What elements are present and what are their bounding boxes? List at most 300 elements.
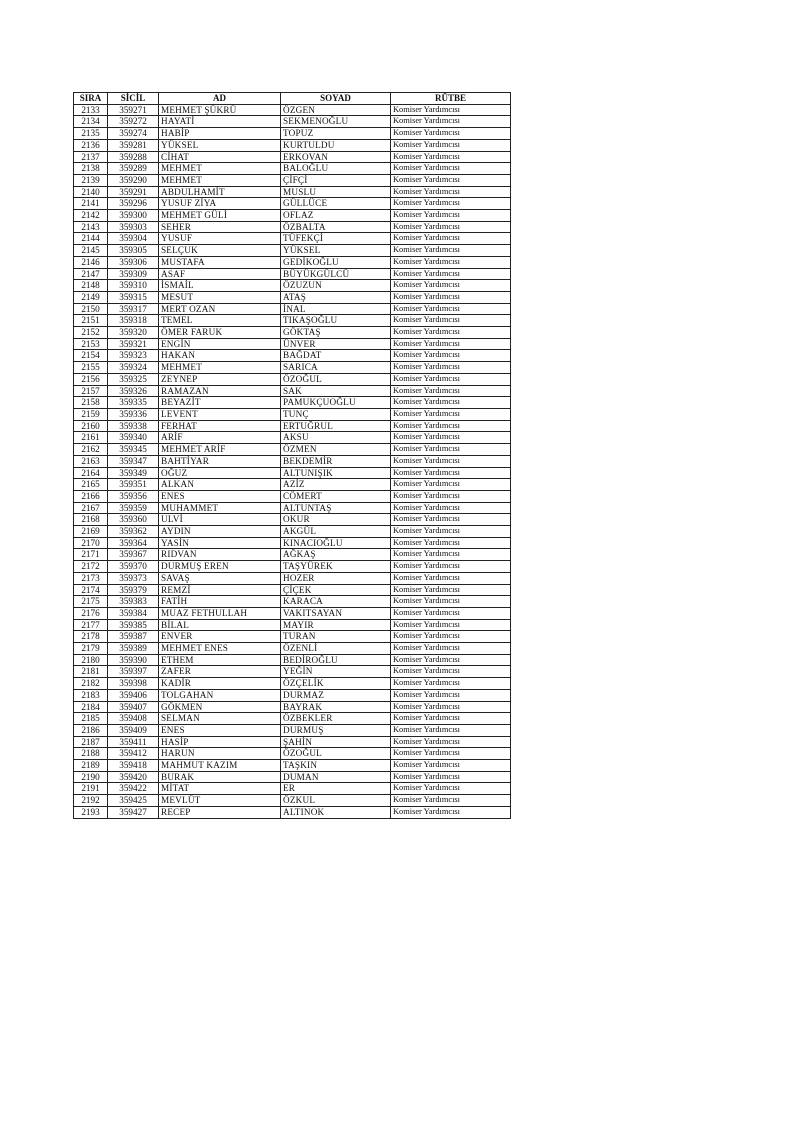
cell-sicil: 359306 — [108, 256, 159, 268]
cell-soyad: OFLAZ — [281, 210, 391, 222]
cell-sira: 2173 — [74, 572, 108, 584]
cell-sicil: 359412 — [108, 748, 159, 760]
cell-sicil: 359398 — [108, 678, 159, 690]
cell-sicil: 359271 — [108, 104, 159, 116]
cell-soyad: CÖMERT — [281, 490, 391, 502]
cell-soyad: ATAŞ — [281, 291, 391, 303]
cell-sira: 2190 — [74, 771, 108, 783]
cell-soyad: ÖZOĞUL — [281, 373, 391, 385]
table-row — [74, 584, 511, 596]
cell-rutbe: Komiser Yardımcısı — [391, 736, 511, 748]
cell-sira: 2182 — [74, 678, 108, 690]
cell-sicil: 359325 — [108, 373, 159, 385]
cell-sira: 2184 — [74, 701, 108, 713]
cell-sicil: 359318 — [108, 315, 159, 327]
cell-rutbe: Komiser Yardımcısı — [391, 724, 511, 736]
cell-rutbe: Komiser Yardımcısı — [391, 479, 511, 491]
cell-sira: 2188 — [74, 748, 108, 760]
table-row — [74, 678, 511, 690]
table-row — [74, 338, 511, 350]
cell-sira: 2178 — [74, 631, 108, 643]
cell-sira: 2186 — [74, 724, 108, 736]
cell-sicil: 359387 — [108, 631, 159, 643]
cell-sicil: 359340 — [108, 432, 159, 444]
cell-rutbe: Komiser Yardımcısı — [391, 654, 511, 666]
cell-soyad: TOPUZ — [281, 128, 391, 140]
cell-soyad: ÜNVER — [281, 338, 391, 350]
cell-ad: LEVENT — [159, 408, 281, 420]
cell-rutbe: Komiser Yardımcısı — [391, 362, 511, 374]
cell-rutbe: Komiser Yardımcısı — [391, 537, 511, 549]
cell-soyad: MAYIR — [281, 619, 391, 631]
header-soyad: SOYAD — [281, 93, 391, 105]
cell-rutbe: Komiser Yardımcısı — [391, 643, 511, 655]
cell-soyad: GEDİKOĞLU — [281, 256, 391, 268]
table-row — [74, 245, 511, 257]
cell-soyad: ÖZUZUN — [281, 280, 391, 292]
table-row — [74, 689, 511, 701]
cell-sira: 2172 — [74, 561, 108, 573]
table-row — [74, 724, 511, 736]
cell-ad: ULVİ — [159, 514, 281, 526]
cell-soyad: ÖZBEKLER — [281, 713, 391, 725]
cell-sira: 2145 — [74, 245, 108, 257]
cell-ad: AYDIN — [159, 526, 281, 538]
cell-sicil: 359409 — [108, 724, 159, 736]
cell-sira: 2138 — [74, 163, 108, 175]
cell-sira: 2142 — [74, 210, 108, 222]
cell-soyad: TAŞKIN — [281, 760, 391, 772]
cell-sicil: 359406 — [108, 689, 159, 701]
cell-rutbe: Komiser Yardımcısı — [391, 432, 511, 444]
table-row — [74, 795, 511, 807]
cell-sicil: 359272 — [108, 116, 159, 128]
table-row — [74, 104, 511, 116]
cell-ad: MİTAT — [159, 783, 281, 795]
cell-soyad: ALTUNTAŞ — [281, 502, 391, 514]
cell-rutbe: Komiser Yardımcısı — [391, 245, 511, 257]
cell-soyad: ERTUĞRUL — [281, 420, 391, 432]
cell-sicil: 359384 — [108, 607, 159, 619]
cell-sicil: 359338 — [108, 420, 159, 432]
cell-sicil: 359323 — [108, 350, 159, 362]
cell-rutbe: Komiser Yardımcısı — [391, 795, 511, 807]
cell-sira: 2168 — [74, 514, 108, 526]
cell-soyad: ALTUNIŞIK — [281, 467, 391, 479]
cell-sira: 2179 — [74, 643, 108, 655]
cell-ad: REMZİ — [159, 584, 281, 596]
table-row — [74, 467, 511, 479]
cell-sicil: 359290 — [108, 174, 159, 186]
cell-ad: GÖKMEN — [159, 701, 281, 713]
cell-sira: 2143 — [74, 221, 108, 233]
cell-sicil: 359360 — [108, 514, 159, 526]
cell-soyad: TURAN — [281, 631, 391, 643]
cell-rutbe: Komiser Yardımcısı — [391, 619, 511, 631]
cell-ad: HABİP — [159, 128, 281, 140]
cell-sicil: 359291 — [108, 186, 159, 198]
cell-soyad: BAYRAK — [281, 701, 391, 713]
cell-soyad: ÇİÇEK — [281, 584, 391, 596]
cell-ad: YASİN — [159, 537, 281, 549]
cell-rutbe: Komiser Yardımcısı — [391, 408, 511, 420]
cell-soyad: ÖZENLİ — [281, 643, 391, 655]
cell-ad: RAMAZAN — [159, 385, 281, 397]
cell-soyad: GÖKTAŞ — [281, 327, 391, 339]
cell-sira: 2139 — [74, 174, 108, 186]
cell-rutbe: Komiser Yardımcısı — [391, 783, 511, 795]
cell-sira: 2187 — [74, 736, 108, 748]
cell-rutbe: Komiser Yardımcısı — [391, 420, 511, 432]
cell-rutbe: Komiser Yardımcısı — [391, 467, 511, 479]
cell-sicil: 359324 — [108, 362, 159, 374]
cell-ad: DURMUŞ EREN — [159, 561, 281, 573]
cell-ad: HASİP — [159, 736, 281, 748]
cell-sira: 2137 — [74, 151, 108, 163]
cell-soyad: TIKAŞOĞLU — [281, 315, 391, 327]
cell-ad: FATİH — [159, 596, 281, 608]
cell-ad: OĞUZ — [159, 467, 281, 479]
table-row — [74, 186, 511, 198]
cell-ad: ALKAN — [159, 479, 281, 491]
cell-soyad: ÖZÇELİK — [281, 678, 391, 690]
cell-rutbe: Komiser Yardımcısı — [391, 174, 511, 186]
cell-rutbe: Komiser Yardımcısı — [391, 502, 511, 514]
cell-soyad: VAKITSAYAN — [281, 607, 391, 619]
cell-soyad: İNAL — [281, 303, 391, 315]
cell-sicil: 359427 — [108, 806, 159, 818]
cell-ad: SELÇUK — [159, 245, 281, 257]
cell-ad: ÖMER FARUK — [159, 327, 281, 339]
table-row — [74, 151, 511, 163]
cell-sira: 2150 — [74, 303, 108, 315]
cell-soyad: ÇİFÇİ — [281, 174, 391, 186]
cell-sira: 2163 — [74, 455, 108, 467]
cell-rutbe: Komiser Yardımcısı — [391, 303, 511, 315]
cell-sira: 2136 — [74, 139, 108, 151]
table-row — [74, 806, 511, 818]
cell-soyad: HOZER — [281, 572, 391, 584]
cell-sicil: 359408 — [108, 713, 159, 725]
cell-soyad: YEĞİN — [281, 666, 391, 678]
cell-ad: MESUT — [159, 291, 281, 303]
cell-rutbe: Komiser Yardımcısı — [391, 444, 511, 456]
cell-rutbe: Komiser Yardımcısı — [391, 397, 511, 409]
cell-ad: MUSTAFA — [159, 256, 281, 268]
header-sicil: SİCİL — [108, 93, 159, 105]
cell-sira: 2134 — [74, 116, 108, 128]
cell-soyad: SAK — [281, 385, 391, 397]
table-row — [74, 736, 511, 748]
cell-ad: BURAK — [159, 771, 281, 783]
cell-soyad: KARACA — [281, 596, 391, 608]
cell-soyad: SEKMENOĞLU — [281, 116, 391, 128]
cell-ad: MEHMET — [159, 174, 281, 186]
cell-sira: 2144 — [74, 233, 108, 245]
cell-ad: RECEP — [159, 806, 281, 818]
table-row — [74, 643, 511, 655]
cell-sira: 2153 — [74, 338, 108, 350]
cell-ad: MEHMET ŞÜKRÜ — [159, 104, 281, 116]
cell-soyad: PAMUKÇUOĞLU — [281, 397, 391, 409]
cell-soyad: DUMAN — [281, 771, 391, 783]
cell-sira: 2183 — [74, 689, 108, 701]
cell-ad: MUHAMMET — [159, 502, 281, 514]
cell-sira: 2154 — [74, 350, 108, 362]
cell-ad: MEHMET ARİF — [159, 444, 281, 456]
cell-sira: 2147 — [74, 268, 108, 280]
cell-soyad: DURMUŞ — [281, 724, 391, 736]
cell-sicil: 359274 — [108, 128, 159, 140]
table-row — [74, 490, 511, 502]
cell-soyad: ÖZGEN — [281, 104, 391, 116]
cell-rutbe: Komiser Yardımcısı — [391, 596, 511, 608]
table-row — [74, 315, 511, 327]
cell-soyad: TUNÇ — [281, 408, 391, 420]
cell-sicil: 359356 — [108, 490, 159, 502]
cell-sira: 2174 — [74, 584, 108, 596]
cell-sira: 2135 — [74, 128, 108, 140]
cell-soyad: ŞAHİN — [281, 736, 391, 748]
table-row — [74, 561, 511, 573]
cell-sira: 2158 — [74, 397, 108, 409]
cell-sicil: 359296 — [108, 198, 159, 210]
cell-ad: SAVAŞ — [159, 572, 281, 584]
cell-sira: 2166 — [74, 490, 108, 502]
cell-sira: 2180 — [74, 654, 108, 666]
cell-ad: TEMEL — [159, 315, 281, 327]
table-header — [74, 93, 511, 105]
cell-soyad: AKSU — [281, 432, 391, 444]
cell-ad: YÜKSEL — [159, 139, 281, 151]
cell-soyad: MUSLU — [281, 186, 391, 198]
cell-sira: 2141 — [74, 198, 108, 210]
cell-soyad: TÜFEKÇİ — [281, 233, 391, 245]
cell-soyad: BÜYÜKGÜLCÜ — [281, 268, 391, 280]
cell-sicil: 359317 — [108, 303, 159, 315]
table-row — [74, 420, 511, 432]
table-row — [74, 444, 511, 456]
cell-soyad: AĞKAŞ — [281, 549, 391, 561]
cell-soyad: ER — [281, 783, 391, 795]
table-body — [74, 104, 511, 818]
cell-sicil: 359370 — [108, 561, 159, 573]
cell-ad: BAHTİYAR — [159, 455, 281, 467]
cell-soyad: YÜKSEL — [281, 245, 391, 257]
cell-rutbe: Komiser Yardımcısı — [391, 607, 511, 619]
cell-sicil: 359397 — [108, 666, 159, 678]
table-row — [74, 596, 511, 608]
cell-sicil: 359315 — [108, 291, 159, 303]
cell-rutbe: Komiser Yardımcısı — [391, 561, 511, 573]
cell-soyad: BEKDEMİR — [281, 455, 391, 467]
cell-sira: 2189 — [74, 760, 108, 772]
cell-sicil: 359364 — [108, 537, 159, 549]
cell-sicil: 359303 — [108, 221, 159, 233]
cell-rutbe: Komiser Yardımcısı — [391, 689, 511, 701]
cell-rutbe: Komiser Yardımcısı — [391, 806, 511, 818]
table-row — [74, 303, 511, 315]
table-row — [74, 327, 511, 339]
cell-soyad: DURMAZ — [281, 689, 391, 701]
cell-sicil: 359335 — [108, 397, 159, 409]
cell-soyad: AZİZ — [281, 479, 391, 491]
cell-soyad: TAŞYÜREK — [281, 561, 391, 573]
table-row — [74, 479, 511, 491]
table-row — [74, 268, 511, 280]
cell-rutbe: Komiser Yardımcısı — [391, 233, 511, 245]
table-row — [74, 198, 511, 210]
cell-sicil: 359389 — [108, 643, 159, 655]
cell-ad: ETHEM — [159, 654, 281, 666]
cell-ad: MEVLÜT — [159, 795, 281, 807]
table-row — [74, 291, 511, 303]
cell-sicil: 359351 — [108, 479, 159, 491]
cell-rutbe: Komiser Yardımcısı — [391, 210, 511, 222]
cell-rutbe: Komiser Yardımcısı — [391, 198, 511, 210]
table-row — [74, 549, 511, 561]
cell-ad: MEHMET GÜLİ — [159, 210, 281, 222]
cell-sira: 2185 — [74, 713, 108, 725]
cell-rutbe: Komiser Yardımcısı — [391, 221, 511, 233]
cell-ad: YUSUF — [159, 233, 281, 245]
table-row — [74, 619, 511, 631]
cell-rutbe: Komiser Yardımcısı — [391, 151, 511, 163]
cell-ad: YUSUF ZİYA — [159, 198, 281, 210]
cell-rutbe: Komiser Yardımcısı — [391, 280, 511, 292]
cell-sicil: 359289 — [108, 163, 159, 175]
cell-sira: 2133 — [74, 104, 108, 116]
cell-ad: ENVER — [159, 631, 281, 643]
cell-ad: SEHER — [159, 221, 281, 233]
cell-rutbe: Komiser Yardımcısı — [391, 128, 511, 140]
cell-sira: 2176 — [74, 607, 108, 619]
cell-rutbe: Komiser Yardımcısı — [391, 748, 511, 760]
cell-sicil: 359362 — [108, 526, 159, 538]
cell-rutbe: Komiser Yardımcısı — [391, 490, 511, 502]
cell-rutbe: Komiser Yardımcısı — [391, 327, 511, 339]
cell-sicil: 359411 — [108, 736, 159, 748]
cell-ad: TOLGAHAN — [159, 689, 281, 701]
cell-sira: 2146 — [74, 256, 108, 268]
cell-sira: 2167 — [74, 502, 108, 514]
table-row — [74, 771, 511, 783]
cell-soyad: KINACIOĞLU — [281, 537, 391, 549]
cell-sicil: 359321 — [108, 338, 159, 350]
cell-sicil: 359304 — [108, 233, 159, 245]
cell-rutbe: Komiser Yardımcısı — [391, 268, 511, 280]
cell-sicil: 359309 — [108, 268, 159, 280]
cell-sicil: 359359 — [108, 502, 159, 514]
table-row — [74, 221, 511, 233]
cell-rutbe: Komiser Yardımcısı — [391, 315, 511, 327]
table-row — [74, 128, 511, 140]
cell-sira: 2175 — [74, 596, 108, 608]
cell-rutbe: Komiser Yardımcısı — [391, 256, 511, 268]
cell-ad: ZEYNEP — [159, 373, 281, 385]
cell-ad: BEYAZİT — [159, 397, 281, 409]
cell-sira: 2159 — [74, 408, 108, 420]
cell-sicil: 359288 — [108, 151, 159, 163]
cell-sicil: 359383 — [108, 596, 159, 608]
cell-ad: ARİF — [159, 432, 281, 444]
table-row — [74, 666, 511, 678]
cell-soyad: ÖZBALTA — [281, 221, 391, 233]
cell-sicil: 359420 — [108, 771, 159, 783]
cell-rutbe: Komiser Yardımcısı — [391, 771, 511, 783]
cell-ad: CİHAT — [159, 151, 281, 163]
cell-soyad: KURTULDU — [281, 139, 391, 151]
cell-sira: 2160 — [74, 420, 108, 432]
cell-ad: ENES — [159, 724, 281, 736]
cell-sira: 2181 — [74, 666, 108, 678]
header-sira: SIRA — [74, 93, 108, 105]
table-row — [74, 397, 511, 409]
cell-ad: İSMAİL — [159, 280, 281, 292]
cell-soyad: ERKOVAN — [281, 151, 391, 163]
cell-ad: SELMAN — [159, 713, 281, 725]
table-row — [74, 233, 511, 245]
cell-sicil: 359310 — [108, 280, 159, 292]
cell-sira: 2165 — [74, 479, 108, 491]
cell-rutbe: Komiser Yardımcısı — [391, 666, 511, 678]
table-row — [74, 654, 511, 666]
cell-sicil: 359367 — [108, 549, 159, 561]
cell-ad: MEHMET — [159, 362, 281, 374]
cell-soyad: BEDİROĞLU — [281, 654, 391, 666]
table-row — [74, 362, 511, 374]
cell-soyad: OKUR — [281, 514, 391, 526]
cell-ad: MUAZ FETHULLAH — [159, 607, 281, 619]
header-ad: AD — [159, 93, 281, 105]
cell-sicil: 359373 — [108, 572, 159, 584]
cell-sira: 2170 — [74, 537, 108, 549]
cell-sira: 2164 — [74, 467, 108, 479]
cell-rutbe: Komiser Yardımcısı — [391, 713, 511, 725]
cell-soyad: ALTINOK — [281, 806, 391, 818]
cell-ad: HARUN — [159, 748, 281, 760]
cell-ad: KADİR — [159, 678, 281, 690]
cell-ad: MERT OZAN — [159, 303, 281, 315]
cell-soyad: GÜLLÜCE — [281, 198, 391, 210]
cell-sicil: 359300 — [108, 210, 159, 222]
cell-ad: BİLAL — [159, 619, 281, 631]
table-row — [74, 748, 511, 760]
cell-sicil: 359422 — [108, 783, 159, 795]
cell-rutbe: Komiser Yardımcısı — [391, 701, 511, 713]
cell-sira: 2177 — [74, 619, 108, 631]
table-row — [74, 526, 511, 538]
cell-sicil: 359347 — [108, 455, 159, 467]
cell-sira: 2162 — [74, 444, 108, 456]
cell-sicil: 359349 — [108, 467, 159, 479]
table-row — [74, 537, 511, 549]
cell-sira: 2152 — [74, 327, 108, 339]
cell-sira: 2140 — [74, 186, 108, 198]
cell-sira: 2169 — [74, 526, 108, 538]
cell-rutbe: Komiser Yardımcısı — [391, 116, 511, 128]
table-row — [74, 713, 511, 725]
cell-soyad: BALOĞLU — [281, 163, 391, 175]
cell-sira: 2155 — [74, 362, 108, 374]
cell-ad: ENGİN — [159, 338, 281, 350]
cell-rutbe: Komiser Yardımcısı — [391, 514, 511, 526]
cell-ad: ASAF — [159, 268, 281, 280]
table-row — [74, 210, 511, 222]
cell-rutbe: Komiser Yardımcısı — [391, 572, 511, 584]
table-row — [74, 350, 511, 362]
cell-sicil: 359305 — [108, 245, 159, 257]
